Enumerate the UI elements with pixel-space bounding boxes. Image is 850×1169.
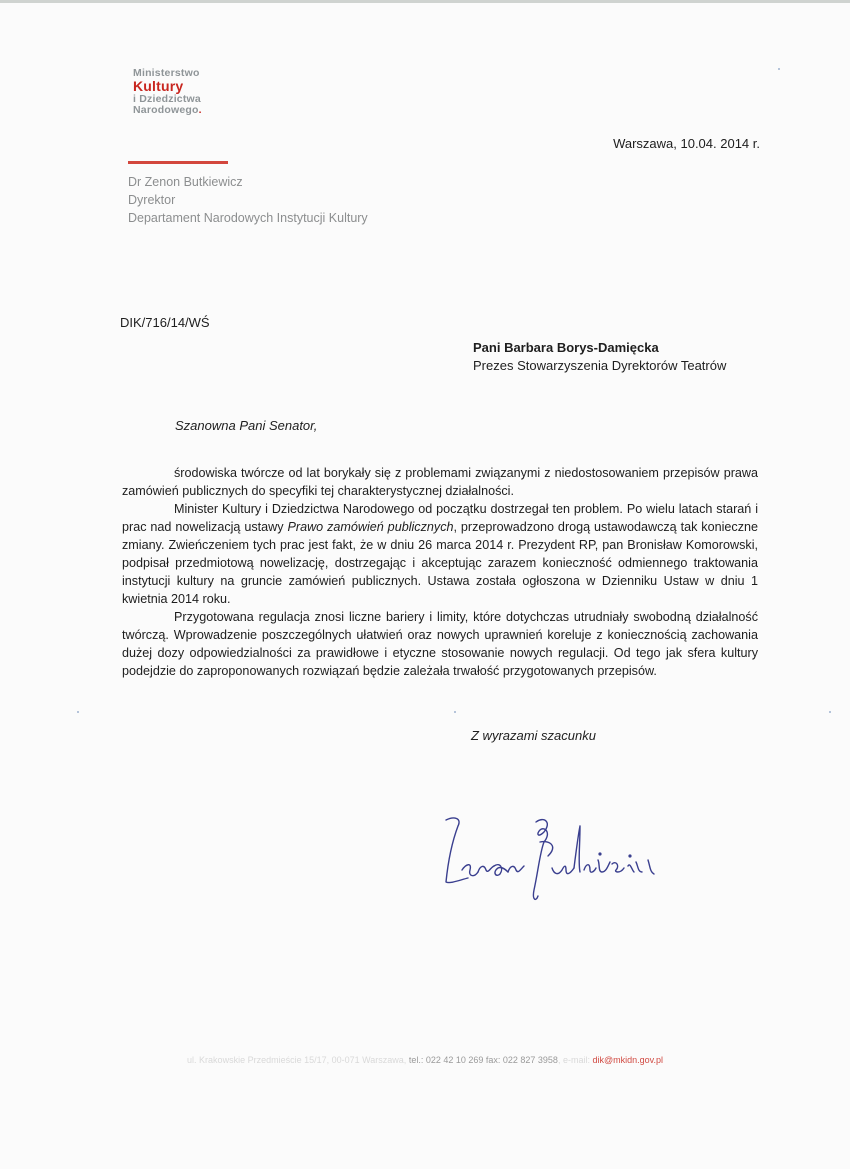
reference-number: DIK/716/14/WŚ: [120, 315, 210, 330]
closing-phrase: Z wyrazami szacunku: [471, 728, 596, 743]
footer-email-label: , e-mail:: [557, 1055, 593, 1065]
body-paragraph-1: środowiska twórcze od lat borykały się z problemami związanymi z niedostosowaniem przepisów prawa zamówień publicznych do specyfiki tej charakterystycznej działalności.: [122, 466, 758, 498]
scan-speck: [77, 711, 79, 713]
sender-block: [128, 173, 368, 227]
law-title: Prawo zamówień publicznych: [287, 520, 454, 534]
scan-speck: [829, 711, 831, 713]
scan-edge: [0, 0, 850, 3]
recipient-block: [473, 339, 726, 375]
body-paragraph-3: Przygotowana regulacja znosi liczne bariery i limity, które dotychczas utrudniały swobodną działalność twórczą. Wprowadzenie poszczególnych ułatwień oraz nowych uprawnień koreluje z koniecznością zachowania dużej dozy odpowiedzialności za prawidłowe i etyczne stosowanie nowych regulacji. Od tego jak sfera kultury podejdzie do zaproponowanych rozwiązań będzie zależała trwałość przygotowanych przepisów.: [122, 610, 758, 678]
sender-department: Departament Narodowych Instytucji Kultury: [128, 211, 368, 225]
sender-name: Dr Zenon Butkiewicz: [128, 175, 243, 189]
logo-line-ministerstwo: Ministerstwo: [133, 67, 200, 79]
footer-address: ul. Krakowskie Przedmieście 15/17, 00-071 Warszawa,: [187, 1055, 409, 1065]
ministry-logo: [133, 68, 293, 116]
letter-date: Warszawa, 10.04. 2014 r.: [613, 136, 760, 151]
recipient-name: Pani Barbara Borys-Damięcka: [473, 340, 659, 355]
salutation: Szanowna Pani Senator,: [175, 418, 318, 433]
body-paragraph-2: Minister Kultury i Dziedzictwa Narodowego od początku dostrzegał ten problem. Po wielu latach starań i prac nad nowelizacją ustawy Prawo zamówień publicznych, przeprowadzono drogą ustawodawczą tak konieczne zmiany. Zwieńczeniem tych prac jest fakt, że w dniu 26 marca 2014 r. Prezydent RP, pan Bronisław Komorowski, podpisał przedmiotową nowelizację, dostrzegając i akceptując zarazem konieczność odmiennego traktowania instytucji kultury na gruncie zamówień publicznych. Ustawa została ogłoszona w Dzienniku Ustaw w dniu 1 kwietnia 2014 roku.: [122, 502, 758, 606]
scan-speck: [778, 68, 780, 70]
footer-phone: tel.: 022 42 10 269 fax: 022 827 3958: [408, 1055, 558, 1065]
recipient-title: Prezes Stowarzyszenia Dyrektorów Teatrów: [473, 358, 727, 373]
logo-line-kultury: Kultury: [133, 78, 184, 94]
handwritten-signature: [440, 812, 680, 917]
scan-speck: [454, 711, 456, 713]
letter-body: [122, 464, 758, 680]
letterhead-footer: [0, 1055, 850, 1065]
logo-line-narodowego: Narodowego.: [133, 104, 202, 116]
letterhead-divider: [128, 161, 228, 164]
signature-drawing: [440, 812, 680, 912]
sender-role: Dyrektor: [128, 193, 176, 207]
logo-line-dziedzictwa: i Dziedzictwa: [133, 93, 201, 105]
logo-dot: .: [198, 104, 202, 116]
footer-email[interactable]: dik@mkidn.gov.pl: [592, 1055, 663, 1065]
